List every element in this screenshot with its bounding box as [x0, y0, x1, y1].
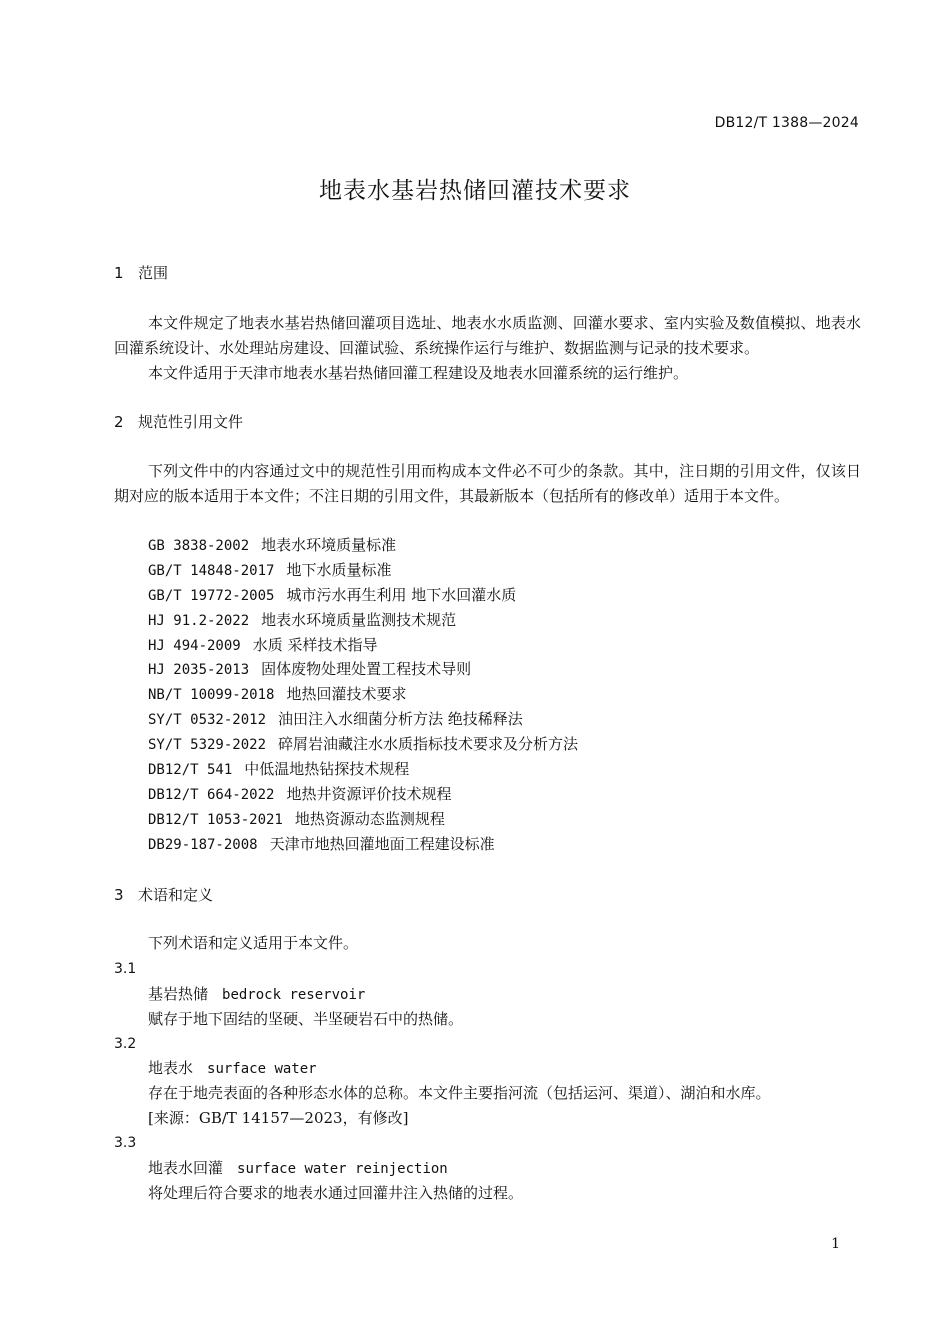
term-name-en: surface water reinjection [237, 1161, 448, 1177]
term-name [148, 982, 365, 1008]
reference-code: GB/T 19772-2005 [148, 587, 275, 604]
term-name-en: bedrock reservoir [222, 987, 366, 1003]
reference-title: 城市污水再生利用 地下水回灌水质 [286, 585, 517, 604]
term-name-en: surface water [207, 1061, 317, 1077]
reference-code: DB12/T 1053-2021 [148, 811, 283, 828]
reference-code: NB/T 10099-2018 [148, 687, 275, 704]
reference-item [148, 533, 578, 558]
term-number: 3.3 [114, 1135, 137, 1151]
reference-item [148, 832, 578, 857]
reference-code: HJ 2035-2013 [148, 662, 250, 679]
reference-item [148, 757, 578, 782]
reference-title: 地热回灌技术要求 [286, 685, 407, 704]
term-number: 3.2 [114, 1036, 137, 1052]
document-title: 地表水基岩热储回灌技术要求 [319, 178, 631, 204]
term-name-zh: 地表水回灌 [148, 1159, 224, 1177]
reference-code: GB 3838-2002 [148, 538, 250, 554]
document-code: DB12/T 1388—2024 [714, 115, 859, 131]
paragraph: 下列术语和定义适用于本文件。 [148, 934, 359, 952]
section-number: 1 [114, 264, 124, 282]
reference-title: 地热井资源评价技术规程 [286, 784, 452, 803]
section-number: 2 [114, 413, 124, 431]
reference-title: 地热资源动态监测规程 [294, 809, 445, 828]
term-definition: 赋存于地下固结的坚硬、半坚硬岩石中的热储。 [148, 1010, 464, 1028]
reference-list [148, 533, 578, 857]
reference-item [148, 732, 578, 757]
reference-item [148, 583, 578, 608]
reference-item [148, 558, 578, 583]
term-name [148, 1056, 317, 1082]
reference-title: 碎屑岩油藏注水水质指标技术要求及分析方法 [278, 735, 579, 754]
page-number: 1 [831, 1236, 840, 1252]
reference-title: 油田注入水细菌分析方法 绝技稀释法 [278, 710, 523, 729]
term-source: [来源：GB/T 14157—2023，有修改] [148, 1109, 409, 1127]
reference-item [148, 682, 578, 707]
reference-code: DB12/T 541 [148, 762, 233, 779]
reference-title: 水质 采样技术指导 [252, 635, 378, 654]
reference-item [148, 707, 578, 732]
reference-title: 地下水质量标准 [286, 560, 392, 579]
reference-item [148, 608, 578, 633]
section-title: 规范性引用文件 [138, 413, 244, 431]
section-heading-terms [114, 884, 213, 905]
reference-title: 天津市地热回灌地面工程建设标准 [269, 834, 495, 853]
reference-item [148, 807, 578, 832]
reference-code: DB29-187-2008 [148, 836, 258, 853]
reference-code: SY/T 5329-2022 [148, 737, 267, 754]
reference-item [148, 633, 578, 658]
reference-code: HJ 91.2-2022 [148, 612, 250, 629]
paragraph: 本文件适用于天津市地表水基岩热储回灌工程建设及地表水回灌系统的运行维护。 [148, 364, 689, 382]
reference-title: 中低温地热钻探技术规程 [244, 760, 410, 779]
reference-code: DB12/T 664-2022 [148, 786, 275, 803]
term-name-zh: 基岩热储 [148, 985, 209, 1003]
section-heading-normative-references [114, 411, 243, 432]
section-title: 术语和定义 [138, 886, 214, 904]
reference-code: GB/T 14848-2017 [148, 562, 275, 579]
reference-item [148, 657, 578, 682]
term-name [148, 1156, 448, 1182]
term-definition: 存在于地壳表面的各种形态水体的总称。本文件主要指河流（包括运河、渠道）、湖泊和水库。 [148, 1084, 771, 1102]
section-title: 范围 [138, 264, 169, 282]
reference-code: SY/T 0532-2012 [148, 712, 267, 729]
term-name-zh: 地表水 [148, 1059, 194, 1077]
section-number: 3 [114, 886, 124, 904]
term-definition: 将处理后符合要求的地表水通过回灌井注入热储的过程。 [148, 1184, 524, 1202]
reference-title: 固体废物处理处置工程技术导则 [261, 660, 472, 679]
paragraph: 下列文件中的内容通过文中的规范性引用而构成本文件必不可少的条款。其中，注日期的引用文件，仅该日期对应的版本适用于本文件；不注日期的引用文件，其最新版本（包括所有的修改单）适用于本文件。 [114, 462, 861, 505]
reference-item [148, 782, 578, 807]
reference-title: 地表水环境质量标准 [261, 536, 397, 554]
section-heading-scope [114, 262, 168, 283]
paragraph: 本文件规定了地表水基岩热储回灌项目选址、地表水水质监测、回灌水要求、室内实验及数值模拟、地表水回灌系统设计、水处理站房建设、回灌试验、系统操作运行与维护、数据监测与记录的技术要求。 [114, 314, 861, 357]
reference-code: HJ 494-2009 [148, 637, 241, 654]
reference-title: 地表水环境质量监测技术规范 [261, 610, 457, 629]
term-number: 3.1 [114, 961, 137, 977]
